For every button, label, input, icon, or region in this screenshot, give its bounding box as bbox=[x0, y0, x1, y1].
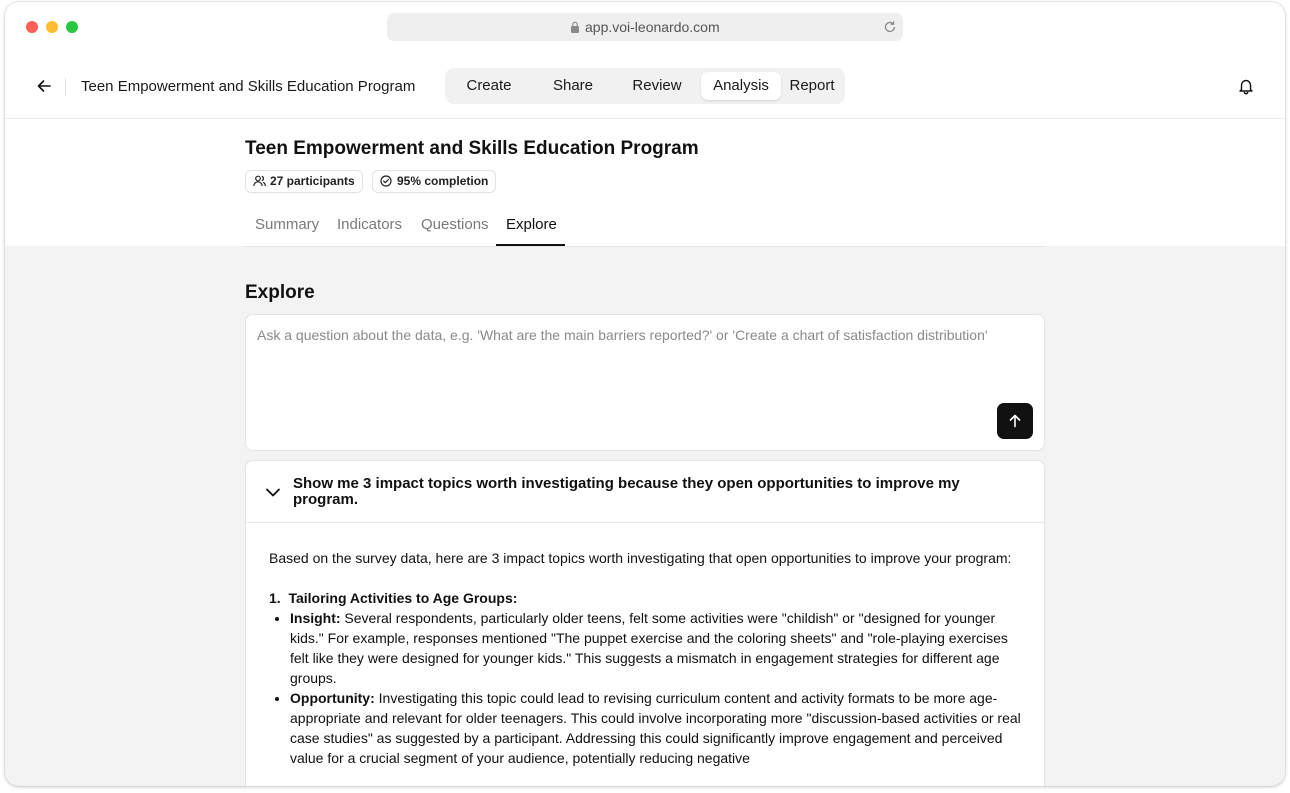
maximize-window-button[interactable] bbox=[66, 21, 78, 33]
back-button[interactable] bbox=[33, 75, 55, 97]
arrow-left-icon bbox=[37, 79, 51, 93]
topic-bullets bbox=[269, 608, 1024, 768]
check-circle-icon bbox=[380, 175, 392, 187]
subtab-questions[interactable]: Questions bbox=[421, 216, 489, 233]
result-card bbox=[245, 460, 1045, 786]
result-question: Show me 3 impact topics worth investigating because they open opportunities to improve my program. bbox=[293, 475, 960, 508]
minimize-window-button[interactable] bbox=[46, 21, 58, 33]
program-name: Teen Empowerment and Skills Education Program bbox=[81, 78, 416, 95]
main-nav-tabs bbox=[445, 68, 845, 104]
topic-title-text: Tailoring Activities to Age Groups: bbox=[288, 590, 518, 606]
query-input[interactable] bbox=[257, 327, 1027, 387]
result-answer bbox=[269, 548, 1024, 768]
reload-icon[interactable] bbox=[883, 20, 897, 34]
tab-share[interactable]: Share bbox=[552, 77, 594, 94]
tab-report[interactable]: Report bbox=[789, 77, 835, 94]
tab-create[interactable]: Create bbox=[466, 77, 512, 94]
explore-heading: Explore bbox=[245, 282, 315, 303]
topic-title bbox=[269, 588, 1024, 608]
completion-rate: 95% completion bbox=[397, 174, 489, 188]
completion-badge bbox=[372, 170, 496, 193]
insight-bullet bbox=[290, 608, 1024, 688]
insight-label: Insight: bbox=[290, 610, 341, 626]
lock-icon bbox=[570, 21, 580, 33]
tab-review[interactable]: Review bbox=[632, 77, 682, 94]
topic-number: 1. bbox=[269, 590, 281, 606]
header-divider bbox=[65, 78, 66, 96]
project-header bbox=[5, 119, 1285, 246]
address-bar[interactable] bbox=[387, 13, 903, 41]
chevron-down-icon[interactable] bbox=[264, 483, 282, 501]
participants-badge bbox=[245, 170, 363, 193]
active-tab-underline bbox=[496, 244, 565, 246]
opportunity-bullet bbox=[290, 688, 1024, 768]
browser-toolbar bbox=[5, 2, 1285, 55]
send-button[interactable] bbox=[997, 403, 1033, 439]
query-box bbox=[245, 314, 1045, 451]
bell-icon[interactable] bbox=[1237, 77, 1255, 95]
tab-analysis[interactable]: Analysis bbox=[701, 72, 781, 100]
browser-window bbox=[5, 2, 1285, 786]
app-header bbox=[5, 54, 1285, 119]
project-title: Teen Empowerment and Skills Education Program bbox=[245, 138, 699, 159]
users-icon bbox=[253, 175, 266, 187]
opportunity-label: Opportunity: bbox=[290, 690, 375, 706]
arrow-up-icon bbox=[1008, 414, 1022, 428]
answer-intro: Based on the survey data, here are 3 impact topics worth investigating that open opportunities to improve your program: bbox=[269, 550, 1012, 566]
close-window-button[interactable] bbox=[26, 21, 38, 33]
result-header[interactable] bbox=[246, 461, 1044, 523]
url-text: app.voi-leonardo.com bbox=[585, 19, 720, 35]
subtab-summary[interactable]: Summary bbox=[255, 216, 320, 233]
subtab-indicators[interactable]: Indicators bbox=[337, 216, 403, 233]
opportunity-text: Investigating this topic could lead to revising curriculum content and activity formats to be more age-appropriate and relevant for older teenagers. This could involve incorporating more "discussion-based activities or real case studies" as suggested by a participant. Addressing this could significantly improve engagement and perceived value for a crucial segment of your audience, potentially reducing negative bbox=[290, 690, 1021, 766]
insight-text: Several respondents, particularly older teens, felt some activities were "childish" or "designed for younger kids." For example, responses mentioned "The puppet exercise and the coloring sheets" and "role-playing exercises felt like they were designed for younger kids." This suggests a mismatch in engagement strategies for different age groups. bbox=[290, 610, 1008, 686]
subtab-explore[interactable]: Explore bbox=[506, 216, 557, 233]
analysis-subtabs bbox=[245, 206, 1045, 247]
participants-count: 27 participants bbox=[270, 174, 355, 188]
